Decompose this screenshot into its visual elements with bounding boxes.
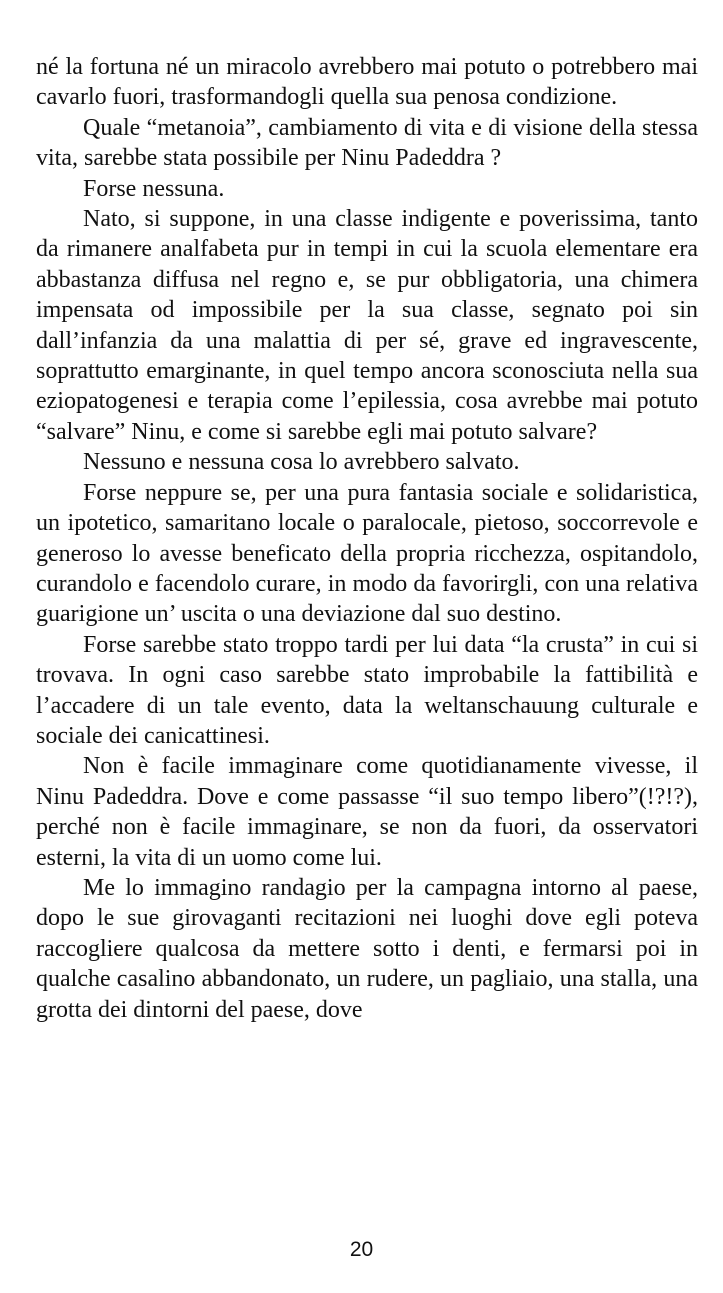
paragraph-9: Me lo immagino randagio per la campagna intorno al paese, dopo le sue girovaganti recitazioni nei luoghi dove egli poteva raccogliere qualcosa da mettere sotto i denti, e fermarsi poi in qualche casalino abbandonato, un rudere, un pagliaio, una stalla, una grotta dei dintorni del paese, dove	[36, 874, 698, 1023]
page-number: 20	[349, 1238, 374, 1261]
paragraph-5: Nessuno e nessuna cosa lo avrebbero salvato.	[83, 449, 520, 476]
paragraph-8: Non è facile immaginare come quotidianamente vivesse, il Ninu Padeddra. Dove e come passasse “il suo tempo libero”(!?!?), perché non è facile immaginare, se non da fuori, da osservatori esterni, la vita di un uomo come lui.	[36, 753, 698, 871]
page-body-text	[36, 52, 698, 1025]
paragraph-6: Forse neppure se, per una pura fantasia sociale e solidaristica, un ipotetico, samaritano locale o paralocale, pietoso, soccorrevole e generoso lo avesse beneficato della propria ricchezza, ospitandolo, curandolo e facendolo curare, in modo da favorirgli, con una relativa guarigione un’ uscita o una deviazione dal suo destino.	[36, 479, 698, 628]
paragraph-1: né la fortuna né un miracolo avrebbero mai potuto o potrebbero mai cavarlo fuori, trasformandogli quella sua penosa condizione.	[36, 54, 698, 111]
paragraph-2: Quale “metanoia”, cambiamento di vita e di visione della stessa vita, sarebbe stata possibile per Ninu Padeddra ?	[36, 114, 698, 172]
paragraph-3: Forse nessuna.	[83, 175, 225, 202]
paragraph-4: Nato, si suppone, in una classe indigente e poverissima, tanto da rimanere analfabeta pur in tempi in cui la scuola elementare era abbastanza diffusa nel regno e, se pur obbligatoria, una chimera impensata od impossibile per la sua classe, segnato poi sin dall’infanzia da una malattia di per sé, grave ed ingravescente, soprattutto emarginante, in quel tempo ancora sconosciuta nella sua eziopatogenesi e terapia come l’epilessia, cosa avrebbe mai potuto “salvare” Ninu, e come si sarebbe egli mai potuto salvare?	[36, 206, 698, 445]
paragraph-7: Forse sarebbe stato troppo tardi per lui data “la crusta” in cui si trovava. In ogni caso sarebbe stato improbabile la fattibilità e l’accadere di un tale evento, data la weltanschauung culturale e sociale dei canicattinesi.	[36, 631, 698, 749]
